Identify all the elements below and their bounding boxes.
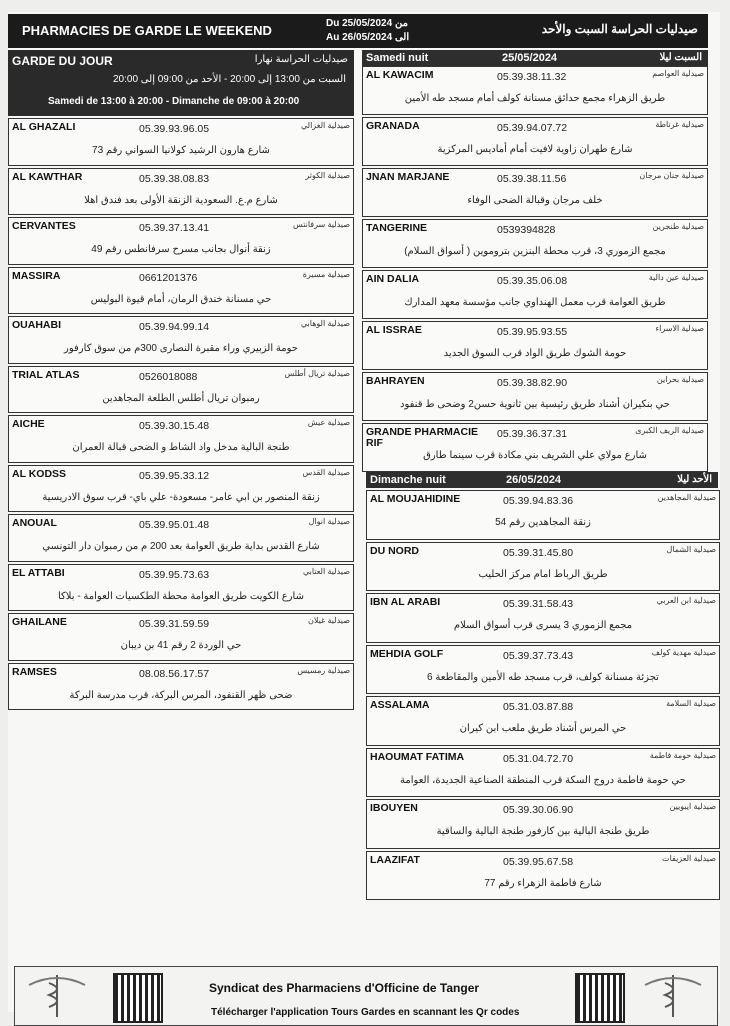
pharmacy-entry	[8, 663, 354, 711]
pharmacy-address: حومة الشوك طريق الواد قرب السوق الجديد	[443, 348, 627, 359]
pharmacy-address: رمبوان تريال أطلس الطلعة المجاهدين	[102, 392, 260, 404]
pharmacy-address: حي حومة فاطمة دروج السكة قرب المنطقة الصناعية الجديدة، العوامة	[400, 774, 686, 786]
pharmacy-address: طريق العوامة قرب معمل الهنداوي جانب مؤسسة معهد المدارك	[404, 297, 666, 308]
pharmacy-phone: 05.39.37.13.41	[139, 222, 210, 234]
date-range	[326, 17, 409, 45]
pharmacy-entry	[8, 465, 354, 513]
pharmacy-name: GRANDE PHARMACIE RIF	[366, 426, 479, 449]
page-header	[8, 14, 708, 48]
pharmacy-entry	[366, 799, 720, 849]
pharmacy-address: طريق طنجة البالية بين كارفور طنجة البالية والساقية	[436, 826, 650, 837]
pharmacy-entry	[366, 748, 720, 798]
pharmacy-name: OUAHABI	[12, 319, 61, 331]
pharmacy-entry	[8, 168, 354, 216]
pharmacy-phone: 08.08.56.17.57	[139, 667, 210, 680]
pharmacy-address: ضحى ظهر القنفود، المرس البركة، قرب مدرسة البركة	[69, 689, 293, 701]
pharmacy-name-ar: صيدلية الريف الكبرى	[635, 426, 704, 435]
pharmacy-address: شارع مولاي علي الشريف بني مكادة قرب سينما طارق	[423, 450, 647, 461]
pharmacy-address: شارع م.ع. السعودية الزنقة الأولى بعد فندق اهلا	[84, 194, 278, 206]
pharmacy-phone: 0526018088	[139, 370, 198, 383]
pharmacy-name: DU NORD	[370, 544, 419, 557]
pharmacy-name-ar: صيدلية انوال	[308, 517, 350, 526]
pharmacy-address: شارع طهران زاوية لافيت أمام أماديس المركزية	[437, 144, 633, 155]
pharmacy-name-ar: صيدلية العزيفات	[662, 853, 716, 863]
pharmacy-phone: 05.39.30.15.48	[139, 420, 210, 432]
pharmacy-name-ar: صيدلية عين دالية	[648, 273, 704, 282]
samedi-label-ar: السبت ليلا	[659, 52, 702, 63]
pharmacy-entry	[8, 564, 354, 612]
pharmacy-address: طنجة البالية مدخل واد الشاط و الضحى قبالة العمران	[72, 442, 290, 453]
pharmacy-phone: 05.39.31.59.59	[139, 618, 210, 630]
pharmacy-name: ASSALAMA	[370, 699, 430, 711]
pharmacy-entry	[8, 366, 354, 414]
page-title-ar: صيدليات الحراسة السبت والأحد	[541, 22, 698, 36]
pharmacy-phone: 05.39.31.45.80	[503, 546, 574, 559]
pharmacy-phone: 05.39.95.01.48	[139, 519, 210, 531]
pharmacy-phone: 05.39.35.06.08	[497, 275, 568, 287]
dimanche-label: Dimanche nuit	[370, 474, 446, 486]
pharmacy-entry	[362, 168, 708, 217]
pharmacy-phone: 05.39.94.07.72	[497, 122, 568, 134]
pharmacy-phone: 05.39.31.58.43	[503, 598, 574, 610]
pharmacy-name-ar: صيدلية الغزالي	[300, 121, 350, 130]
footer-title: Syndicat des Pharmaciens d'Officine de Tanger	[209, 981, 480, 995]
pharmacy-phone: 05.39.38.08.83	[139, 172, 210, 185]
pharmacy-entry	[362, 321, 708, 370]
pharmacy-entry	[366, 851, 720, 901]
pharmacy-phone: 05.39.38.11.32	[497, 71, 567, 83]
pharmacy-name-ar: صيدلية مسيرة	[302, 269, 350, 279]
qr-code-right[interactable]	[575, 973, 625, 1023]
pharmacy-name: TRIAL ATLAS	[12, 368, 80, 381]
footer	[14, 966, 718, 1026]
pharmacy-phone: 0539394828	[497, 224, 556, 236]
pharmacy-phone: 05.31.04.72.70	[503, 752, 574, 765]
pharmacy-address: طريق الرباط امام مركز الحليب	[478, 568, 608, 580]
pharmacy-name-ar: صيدلية القدس	[302, 467, 350, 477]
pharmacy-entry	[362, 117, 708, 166]
pharmacy-address: حي الوردة 2 رقم 41 بن ديبان	[120, 640, 242, 651]
pharmacy-phone: 05.39.93.96.05	[139, 123, 210, 135]
pharmacy-phone: 05.39.95.33.12	[139, 469, 210, 482]
pharmacy-name: TANGERINE	[366, 222, 428, 234]
pharmacy-name-ar: صيدلية الشمال	[666, 544, 716, 554]
garde-jour-header	[8, 50, 354, 116]
pharmacy-address: شارع فاطمة الزهراء رقم 77	[484, 877, 602, 889]
pharmacy-name: HAOUMAT FATIMA	[370, 750, 465, 763]
pharmacy-name: CERVANTES	[12, 220, 76, 232]
pharmacy-name: AIN DALIA	[366, 273, 420, 285]
pharmacy-name: GHAILANE	[12, 616, 67, 628]
pharmacy-address: زنقة المجاهدين رقم 54	[495, 517, 591, 528]
pharmacy-name: MASSIRA	[12, 269, 61, 282]
pharmacy-name-ar: صيدلية العواصم	[652, 69, 704, 78]
qr-code-left[interactable]	[113, 973, 163, 1023]
pharmacy-entry	[8, 316, 354, 364]
pharmacy-name-ar: صيدلية جنان مرجان	[639, 171, 704, 180]
pharmacy-phone: 0661201376	[139, 271, 198, 284]
pharmacy-address: شارع القدس بداية طريق العوامة بعد 200 م من رمبوان دار التونسي	[42, 541, 320, 552]
date-from-ar: من	[394, 18, 408, 29]
pharmacy-entry	[366, 645, 720, 695]
pharmacy-address: طريق الزهراء مجمع حدائق مسنانة كولف أمام مسجد طه الأمين	[404, 93, 666, 104]
pharmacy-phone: 05.39.95.93.55	[497, 326, 568, 338]
pharmacy-phone: 05.39.36.37.31	[497, 428, 568, 440]
pharmacy-entry	[362, 219, 708, 268]
pharmacy-entry	[8, 415, 354, 463]
pharmacy-entry	[8, 118, 354, 166]
pharmacy-entry	[8, 267, 354, 315]
pharmacy-entry	[362, 423, 708, 472]
pharmacy-name: ANOUAL	[12, 517, 57, 529]
pharmacy-address: حي المرس أشناد طريق ملعب ابن كيران	[459, 723, 627, 734]
dimanche-date: 26/05/2024	[506, 474, 562, 486]
pharmacy-name-ar: صيدلية حومة فاطمة	[649, 750, 716, 760]
pharmacy-name-ar: صيدلية غيلان	[307, 616, 350, 625]
pharmacy-address: تجزئة مسنانة كولف، قرب مسجد طه الأمين والمقاطعة 6	[427, 671, 659, 683]
pharmacy-name-ar: صيدلية رمسيس	[297, 665, 350, 675]
pharmacy-name-ar: صيدلية العتابي	[302, 566, 350, 576]
caduceus-logo-right	[635, 971, 711, 1021]
pharmacy-entry	[366, 490, 720, 540]
pharmacy-entry	[8, 613, 354, 661]
pharmacy-name-ar: صيدلية المجاهدين	[657, 493, 716, 502]
garde-jour-hours: Samedi de 13:00 à 20:00 - Dimanche de 09:00 à 20:00	[48, 96, 300, 107]
pharmacy-entry	[366, 542, 720, 592]
pharmacy-entry	[366, 696, 720, 746]
garde-jour-title-ar: صيدليات الحراسة نهارا	[254, 54, 348, 65]
samedi-header	[362, 50, 708, 66]
pharmacy-name-ar: صيدلية السلامة	[666, 699, 716, 708]
pharmacy-name-ar: صيدلية مهدية كولف	[651, 647, 716, 657]
pharmacy-name: AICHE	[12, 418, 45, 430]
pharmacy-entry	[362, 270, 708, 319]
garde-jour-title: GARDE DU JOUR	[12, 54, 113, 68]
pharmacy-address: شارع هارون الرشيد كولانيا السواني رقم 73	[92, 145, 270, 156]
pharmacy-name: LAAZIFAT	[370, 853, 420, 866]
footer-subtitle: Télécharger l'application Tours Gardes en scannant les Qr codes	[211, 1007, 520, 1018]
pharmacy-phone: 05.39.94.99.14	[139, 321, 210, 333]
pharmacy-name-ar: صيدلية تريال أطلس	[284, 368, 350, 378]
dimanche-label-ar: الأحد ليلا	[677, 474, 712, 485]
pharmacy-name: AL KAWACIM	[366, 69, 434, 81]
pharmacy-name: MEHDIA GOLF	[370, 647, 444, 660]
pharmacy-name-ar: صيدلية الاسراء	[655, 324, 704, 333]
pharmacy-address: زنقة أنوال بجانب مسرح سرفانطس رقم 49	[91, 244, 271, 255]
pharmacy-name: AL KODSS	[12, 467, 67, 480]
samedi-label: Samedi nuit	[366, 52, 429, 64]
pharmacy-entry	[362, 66, 708, 115]
pharmacy-name-ar: صيدلية طنجرين	[652, 222, 704, 231]
pharmacy-entry	[362, 372, 708, 421]
pharmacy-entry	[366, 593, 720, 643]
dimanche-header	[366, 472, 718, 488]
garde-jour-hours-ar: السبت من 13:00 إلى 20:00 - الأحد من 09:00 إلى 20:00	[113, 74, 346, 85]
pharmacy-phone: 05.39.37.73.43	[503, 649, 574, 662]
pharmacy-phone: 05.31.03.87.88	[503, 701, 574, 713]
pharmacy-address: شارع الكويت طريق العوامة محطة الطكسيات العوامة - بلاكا	[57, 590, 304, 602]
pharmacy-name: AL ISSRAE	[366, 324, 422, 336]
pharmacy-phone: 05.39.94.83.36	[503, 495, 574, 507]
pharmacy-address: مجمع الزموري 3، قرب محطة البنزين بتروموين ( أسواق السلام)	[404, 246, 666, 257]
pharmacy-name-ar: صيدلية الكوثر	[305, 170, 350, 180]
pharmacy-name-ar: صيدلية غرناطة	[655, 120, 704, 129]
date-to: Au 26/05/2024	[326, 32, 393, 43]
pharmacy-name: AL MOUJAHIDINE	[370, 493, 461, 505]
pharmacy-address: حومة الزبيري وراء مقبرة النصارى 300م من سوق كارفور	[64, 343, 298, 354]
pharmacy-address: حي مسنانة خندق الرمان، أمام قيوة البوليس	[90, 293, 272, 305]
pharmacy-address: مجمع الزموري 3 يسرى قرب أسواق السلام	[453, 620, 633, 631]
pharmacy-phone: 05.39.38.82.90	[497, 377, 568, 389]
pharmacy-name-ar: صيدلية عيش	[307, 418, 350, 427]
pharmacy-name-ar: صيدلية بحراين	[656, 375, 704, 384]
samedi-date: 25/05/2024	[502, 52, 558, 64]
pharmacy-name-ar: صيدلية ايبويين	[669, 802, 716, 811]
pharmacy-name: BAHRAYEN	[366, 375, 425, 387]
pharmacy-name: AL KAWTHAR	[12, 170, 83, 183]
pharmacy-phone: 05.39.30.06.90	[503, 804, 574, 816]
pharmacy-name: IBOUYEN	[370, 802, 418, 814]
pharmacy-name-ar: صيدلية ابن العربي	[656, 596, 716, 605]
pharmacy-name-ar: صيدلية الوهابي	[300, 319, 350, 328]
pharmacy-address: خلف مرجان وقبالة الضحى الوفاء	[467, 195, 603, 206]
pharmacy-name-ar: صيدلية سرفانتس	[293, 220, 350, 229]
pharmacy-name: EL ATTABI	[12, 566, 65, 579]
pharmacy-entry	[8, 217, 354, 265]
pharmacy-address: زنقة المنصور بن ابي عامر- مسعودة- علي باي- قرب سوق الادريسية	[42, 491, 320, 503]
date-to-ar: الى	[394, 32, 410, 43]
caduceus-logo-left	[19, 971, 95, 1021]
pharmacy-phone: 05.39.38.11.56	[497, 173, 567, 185]
page-title: PHARMACIES DE GARDE LE WEEKEND	[22, 23, 272, 38]
pharmacy-name: GRANADA	[366, 120, 420, 132]
date-from: Du 25/05/2024	[326, 18, 393, 29]
pharmacy-entry	[8, 514, 354, 562]
pharmacy-name: AL GHAZALI	[12, 121, 76, 133]
pharmacy-phone: 05.39.95.73.63	[139, 568, 210, 581]
pharmacy-address: حي بنكيران أشناد طريق رئيسية بين ثانوية حسن2 وضحى ط قنفود	[400, 399, 670, 410]
pharmacy-phone: 05.39.95.67.58	[503, 855, 574, 868]
pharmacy-name: JNAN MARJANE	[366, 171, 450, 183]
pharmacy-name: IBN AL ARABI	[370, 596, 441, 608]
pharmacy-name: RAMSES	[12, 665, 57, 678]
